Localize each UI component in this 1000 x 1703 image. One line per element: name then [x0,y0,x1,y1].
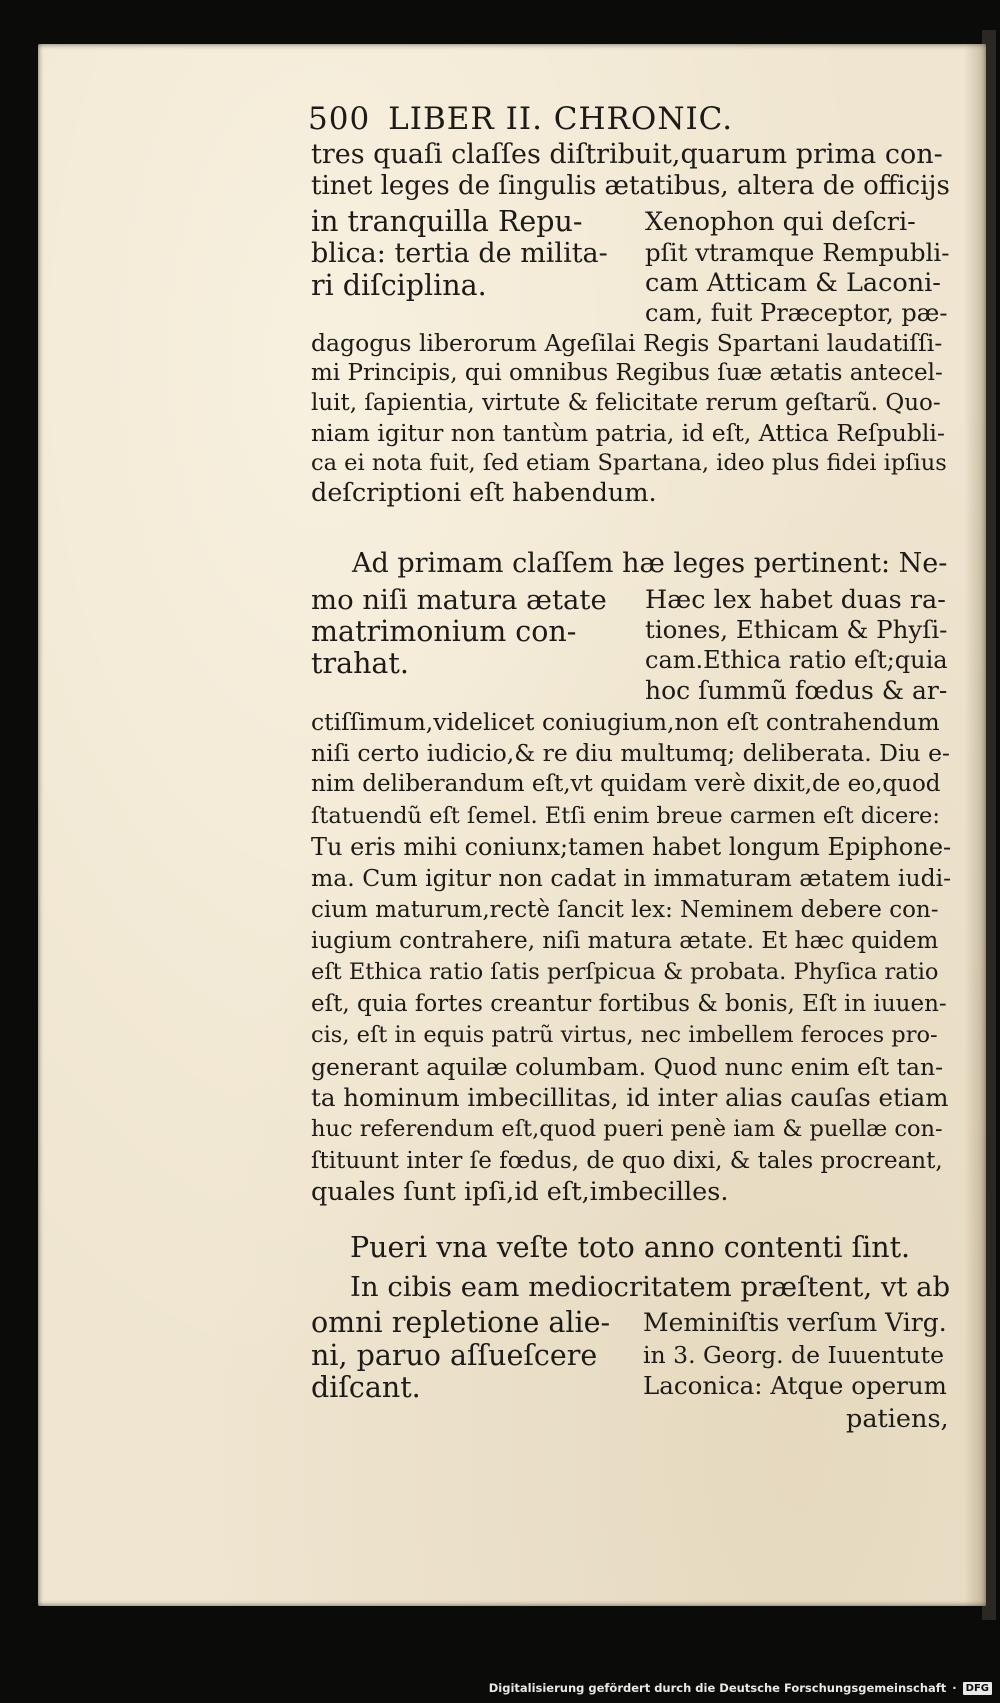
text-line: ctiſſimum,videlicet coniugium,non eſt contrahendum [311,708,940,736]
text-line: ſtituunt inter ſe fœdus, de quo dixi, & tales procreant, [311,1148,943,1174]
text-line: In cibis eam mediocritatem præſtent, vt ab [350,1271,951,1303]
running-header [308,101,733,137]
law-text-line: mo niſi matura ætate [311,584,607,616]
text-line: ta hominum imbecillitas, id inter alias cauſas etiam [311,1083,949,1112]
text-line: Pueri vna veſte toto anno contenti ſint. [350,1231,911,1264]
text-line: eſt, quia fortes creantur fortibus & bonis, Eſt in iuuen- [311,991,947,1017]
commentary-line: cam, fuit Præceptor, pæ- [645,299,948,327]
text-line: tres quaſi claſſes diſtribuit,quarum prima con- [311,139,943,170]
text-line: niam igitur non tantùm patria, id eſt, Attica Reſpubli- [311,419,945,447]
text-line: quales ſunt ipſi,id eſt,imbecilles. [311,1177,729,1207]
text-line: ſtatuendũ eſt ſemel. Etſi enim breue carmen eſt dicere: [311,803,940,829]
commentary-line: cam Atticam & Laconi- [645,268,941,298]
law-text-line: ri diſciplina. [311,269,487,302]
digitization-credit: Digitalisierung gefördert durch die Deutsche Forschungsgemeinschaft · DFG [489,1681,992,1695]
credit-text: Digitalisierung gefördert durch die Deutsche Forschungsgemeinschaft [488,1681,947,1695]
commentary-line: tiones, Ethicam & Phyſi- [645,615,948,644]
law-text-line: diſcant. [311,1371,421,1404]
text-line: dagogus liberorum Ageſilai Regis Spartani laudatiſſi- [311,329,943,357]
text-line: Tu eris mihi coniunx;tamen habet longum Epiphone- [311,833,952,861]
text-line: cium maturum,rectè ſancit lex: Neminem debere con- [311,897,939,923]
commentary-line: Hæc lex habet duas ra- [645,585,946,615]
text-line: deſcriptioni eſt habendum. [311,478,657,508]
law-text-line: blica: tertia de milita- [311,238,608,269]
text-line: cis, eſt in equis patrũ virtus, nec imbellem feroces pro- [311,1022,938,1048]
commentary-line: Laconica: Atque operum [643,1371,947,1400]
commentary-line: Meminiſtis verſum Virg. [643,1308,947,1337]
law-text-line: trahat. [311,647,409,680]
text-line: Ad primam claſſem hæ leges pertinent: Ne- [352,548,948,579]
law-text-line: omni repletione alie- [311,1306,611,1339]
catchword: patiens, [846,1404,949,1434]
commentary-line: in 3. Georg. de Iuuentute [643,1341,945,1369]
page-edge-shadow [964,44,986,1606]
text-line: generant aquilæ columbam. Quod nunc enim eſt tan- [311,1053,944,1081]
text-line: ma. Cum igitur non cadat in immaturam ætatem iudi- [311,864,952,892]
text-line: mi Principis, qui omnibus Regibus ſuæ ætatis antecel- [311,360,943,386]
commentary-line: pſit vtramque Rempubli- [645,238,950,267]
law-text-line: in tranquilla Repu- [311,205,583,238]
text-line: iugium contrahere, niſi matura ætate. Et hæc quidem [311,928,939,954]
commentary-line: cam.Ethica ratio eſt;quia [645,646,948,674]
text-line: huc referendum eſt,quod pueri penè iam & puellæ con- [311,1116,943,1142]
commentary-line: Xenophon qui deſcri- [645,207,916,237]
text-line: eſt Ethica ratio ſatis perſpicua & probata. Phyſica ratio [311,959,939,985]
text-line: luit, ſapientia, virtute & felicitate rerum geſtarũ. Quo- [311,390,941,416]
text-line: tinet leges de ſingulis ætatibus, altera de officijs [311,171,950,201]
text-line: ca ei nota fuit, ſed etiam Spartana, ideo plus fidei ipſius [311,450,947,476]
law-text-line: ni, paruo aſſueſcere [311,1339,598,1372]
law-text-line: matrimonium con- [311,615,577,648]
dfg-logo-icon: DFG [963,1682,992,1695]
commentary-line: hoc ſummũ fœdus & ar- [645,676,948,705]
text-line: niſi certo iudicio,& re diu multumq; deliberata. Diu e- [311,739,950,767]
text-line: nim deliberandum eſt,vt quidam verè dixit,de eo,quod [311,771,941,797]
page-number: 500 [308,101,371,137]
running-title: LIBER II. CHRONIC. [388,101,734,137]
